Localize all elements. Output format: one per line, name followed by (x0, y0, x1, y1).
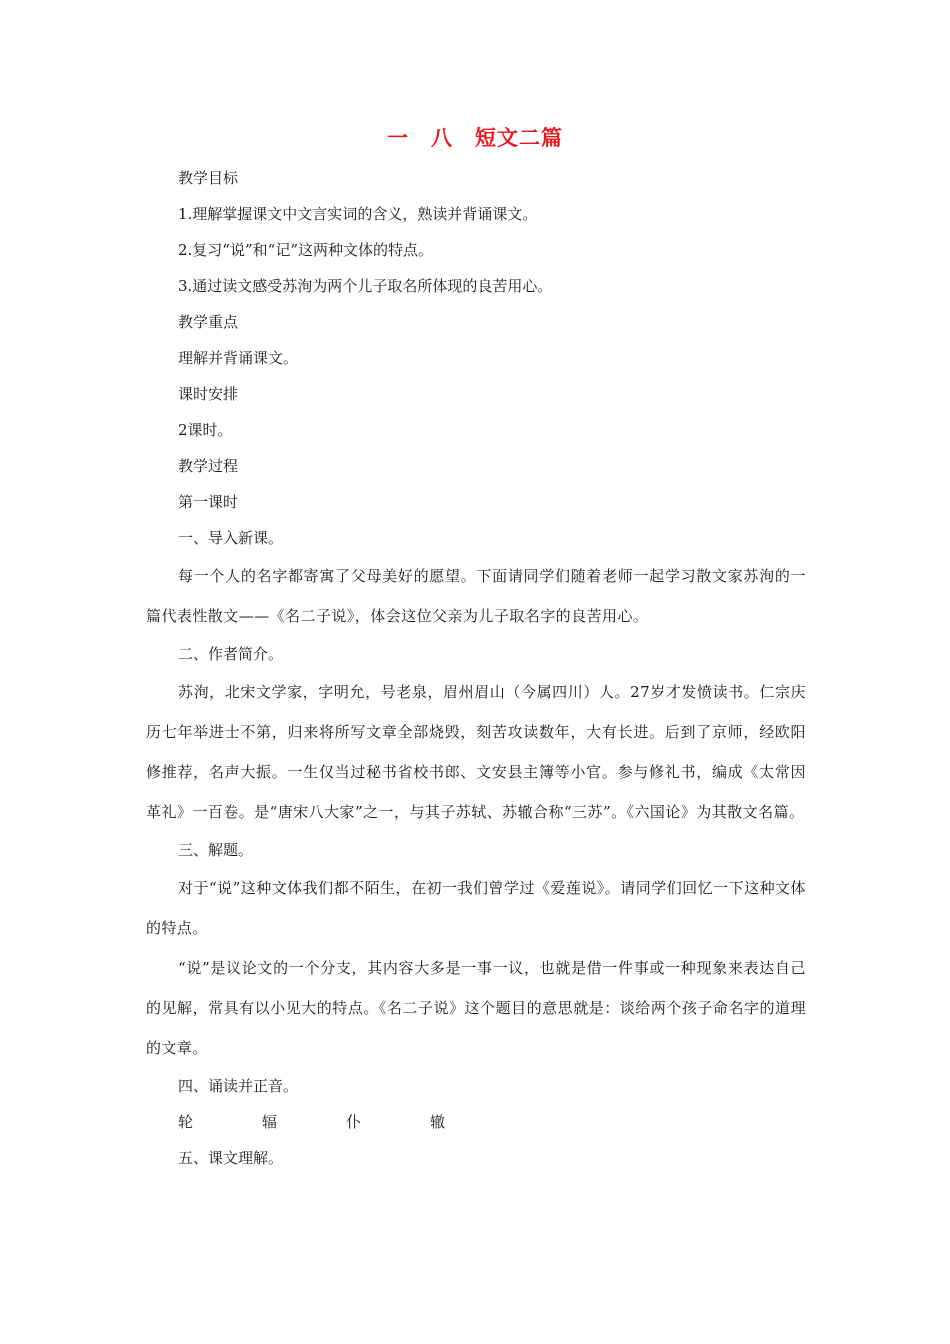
char-4: 辙 (430, 1113, 446, 1131)
step-4-heading: 四、诵读并正音。 (178, 1077, 299, 1095)
lesson-1-heading: 第一课时 (178, 493, 239, 511)
step-1-paragraph: 每一个人的名字都寄寓了父母美好的愿望。下面请同学们随着老师一起学习散文家苏洵的一篇代表性散文——《名二子说》，体会这位父亲为儿子取名字的良苦用心。 (146, 567, 806, 625)
goal-item-1: 1.理解掌握课文中文言实词的含义，熟读并背诵课文。 (178, 205, 538, 223)
step-2-paragraph: 苏洵，北宋文学家，字明允，号老泉，眉州眉山（今属四川）人。27岁才发愤读书。仁宗庆历七年举进士不第，归来将所写文章全部烧毁，刻苦攻读数年，大有长进。后到了京师，经欧阳修推荐，名声大振。一生仅当过秘书省校书郎、文安县主簿等小官。参与修礼书，编成《太常因革礼》一百卷。是“唐宋八大家”之一，与其子苏轼、苏辙合称“三苏”。《六国论》为其散文名篇。 (146, 683, 806, 821)
step-5-heading: 五、课文理解。 (178, 1149, 284, 1167)
schedule-heading: 课时安排 (178, 385, 239, 403)
step-2-heading: 二、作者简介。 (178, 645, 284, 663)
step-1-heading: 一、导入新课。 (178, 529, 284, 547)
process-heading: 教学过程 (178, 457, 239, 475)
focus-text: 理解并背诵课文。 (178, 349, 299, 367)
goal-heading: 教学目标 (178, 169, 239, 187)
title-text: 一 八 短文二篇 (387, 126, 563, 150)
focus-heading: 教学重点 (178, 313, 239, 331)
schedule-text: 2课时。 (178, 421, 233, 439)
goal-item-2: 2.复习“说”和“记”这两种文体的特点。 (178, 241, 433, 259)
char-2: 辐 (262, 1113, 278, 1131)
pronunciation-chars (146, 1104, 806, 1140)
step-3-paragraph-1: 对于“说”这种文体我们都不陌生，在初一我们曾学过《爱莲说》。请同学们回忆一下这种文体的特点。 (146, 879, 806, 937)
step-3-paragraph-2: “说”是议论文的一个分支，其内容大多是一事一议，也就是借一件事或一种现象来表达自己的见解，常具有以小见大的特点。《名二子说》这个题目的意思就是：谈给两个孩子命名字的道理的文章。 (146, 959, 806, 1057)
step-3-heading: 三、解题。 (178, 841, 254, 859)
char-3: 仆 (346, 1113, 362, 1131)
goal-item-3: 3.通过读文感受苏洵为两个儿子取名所体现的良苦用心。 (178, 277, 553, 295)
document-title (0, 122, 950, 152)
document-body (146, 160, 806, 1176)
char-1: 轮 (178, 1113, 194, 1131)
